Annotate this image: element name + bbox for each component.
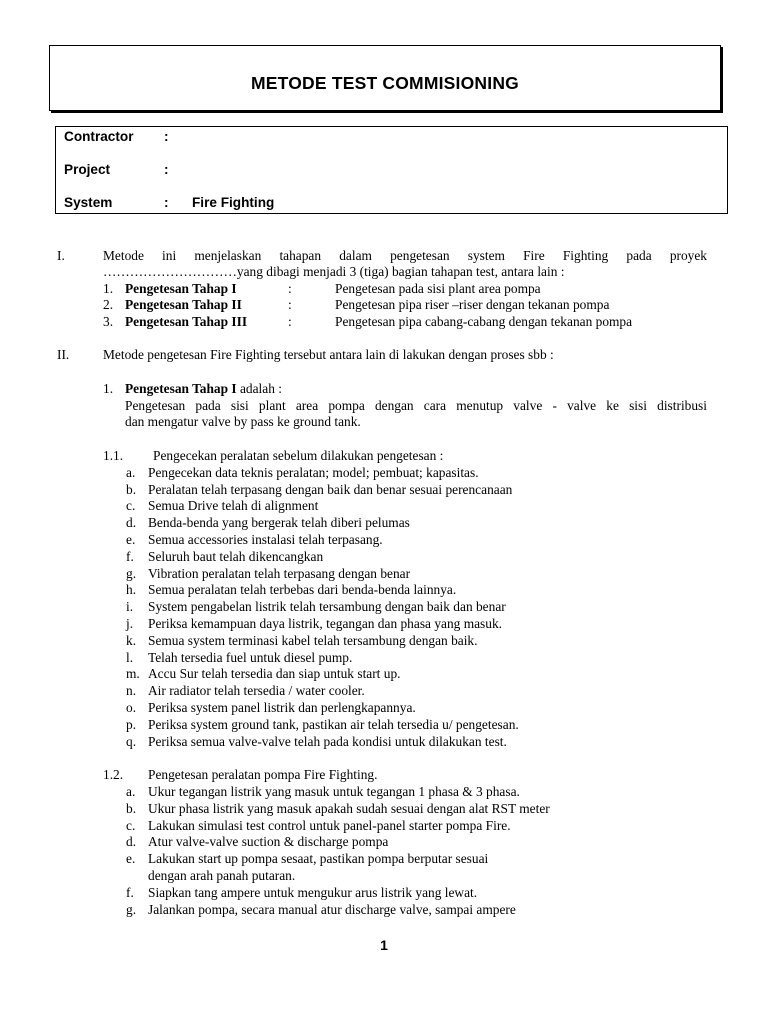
list-item-letter: b.	[126, 801, 137, 816]
list-item-letter: e.	[126, 851, 136, 866]
list-item-letter: a.	[126, 784, 136, 799]
section-2-intro: Metode pengetesan Fire Fighting tersebut antara lain di lakukan dengan proses sbb :	[103, 347, 554, 362]
list-item: Siapkan tang ampere untuk mengukur arus listrik yang lewat.	[148, 885, 478, 900]
list-item: Lakukan start up pompa sesaat, pastikan pompa berputar sesuai	[148, 851, 489, 866]
stage-2-name: Pengetesan Tahap II	[125, 297, 242, 312]
section-1-number: I.	[57, 248, 65, 263]
stage-3-number: 3.	[103, 314, 114, 329]
list-item: Seluruh baut telah dikencangkan	[148, 549, 324, 564]
section-2-stage-1-number: 1.	[103, 381, 114, 396]
stage-1-number: 1.	[103, 281, 114, 296]
list-item: Telah tersedia fuel untuk diesel pump.	[148, 650, 353, 665]
list-item: Periksa system ground tank, pastikan air telah tersedia u/ pengetesan.	[148, 717, 519, 732]
title-box	[49, 45, 721, 111]
stage-2-description: Pengetesan pipa riser –riser dengan tekanan pompa	[335, 297, 610, 312]
contractor-label: Contractor	[64, 129, 134, 144]
list-item-letter: j.	[126, 616, 134, 631]
list-item: Periksa system panel listrik dan perlengkapannya.	[148, 700, 416, 715]
project-label: Project	[64, 162, 111, 177]
list-item-letter: f.	[126, 549, 134, 564]
list-item: Semua Drive telah di alignment	[148, 498, 319, 513]
list-item: Peralatan telah terpasang dengan baik dan benar sesuai perencanaan	[148, 482, 513, 497]
list-item-letter: g.	[126, 902, 137, 917]
list-item: Ukur tegangan listrik yang masuk untuk tegangan 1 phasa & 3 phasa.	[148, 784, 520, 799]
section-2-stage-1-line-1: Pengetesan pada sisi plant area pompa dengan cara menutup valve - valve ke sisi distribusi	[125, 398, 707, 413]
section-1-line-2: …………………………yang dibagi menjadi 3 (tiga) bagian tahapan test, antara lain :	[103, 264, 565, 279]
list-item-letter: b.	[126, 482, 137, 497]
list-item-letter: k.	[126, 633, 137, 648]
list-item-letter: q.	[126, 734, 137, 749]
list-item: Pengecekan data teknis peralatan; model; pembuat; kapasitas.	[148, 465, 479, 480]
stage-3-description: Pengetesan pipa cabang-cabang dengan tekanan pompa	[335, 314, 633, 329]
project-info-box	[55, 126, 728, 214]
stage-2-number: 2.	[103, 297, 114, 312]
list-item-letter: a.	[126, 465, 136, 480]
system-label: System	[64, 195, 113, 210]
list-item: Benda-benda yang bergerak telah diberi pelumas	[148, 515, 410, 530]
system-value: Fire Fighting	[192, 195, 275, 210]
list-item-letter: m.	[126, 666, 140, 681]
list-item-letter: n.	[126, 683, 137, 698]
list-item: Air radiator telah tersedia / water cooler.	[148, 683, 365, 698]
section-2-stage-1-line-2: dan mengatur valve by pass ke ground tank.	[125, 414, 361, 429]
list-item: Accu Sur telah tersedia dan siap untuk start up.	[148, 666, 401, 681]
list-item-letter: c.	[126, 818, 136, 833]
list-item-letter: d.	[126, 834, 137, 849]
subsection-1-1-title: Pengecekan peralatan sebelum dilakukan pengetesan :	[153, 448, 444, 463]
list-item: Vibration peralatan telah terpasang dengan benar	[148, 566, 411, 581]
list-item: Semua system terminasi kabel telah tersambung dengan baik.	[148, 633, 478, 648]
list-item-letter: f.	[126, 885, 134, 900]
stage-1-colon: :	[288, 281, 292, 296]
document-title: METODE TEST COMMISIONING	[251, 73, 519, 93]
contractor-colon: :	[164, 129, 169, 144]
stage-1-description: Pengetesan pada sisi plant area pompa	[335, 281, 541, 296]
list-item-letter: c.	[126, 498, 136, 513]
list-item: Jalankan pompa, secara manual atur discharge valve, sampai ampere	[148, 902, 516, 917]
subsection-1-1-number: 1.1.	[103, 448, 124, 463]
stage-3-name: Pengetesan Tahap III	[125, 314, 248, 329]
stage-2-colon: :	[288, 297, 292, 312]
stage-1-name: Pengetesan Tahap I	[125, 281, 237, 296]
section-2-stage-1-title: Pengetesan Tahap I adalah :	[125, 381, 282, 396]
subsection-1-2-title: Pengetesan peralatan pompa Fire Fighting.	[148, 767, 378, 782]
list-item-letter: d.	[126, 515, 137, 530]
list-item: Semua peralatan telah terbebas dari benda-benda lainnya.	[148, 582, 457, 597]
page-number: 1	[380, 937, 388, 953]
list-item-letter: g.	[126, 566, 137, 581]
list-item-letter: i.	[126, 599, 134, 614]
list-item: Periksa semua valve-valve telah pada kondisi untuk dilakukan test.	[148, 734, 507, 749]
section-1-line-1: Metode ini menjelaskan tahapan dalam pengetesan system Fire Fighting pada proyek	[103, 248, 707, 263]
list-item-letter: e.	[126, 532, 136, 547]
list-item: System pengabelan listrik telah tersambung dengan baik dan benar	[148, 599, 506, 614]
list-item-letter: l.	[126, 650, 134, 665]
system-colon: :	[164, 195, 169, 210]
project-colon: :	[164, 162, 169, 177]
list-item: Ukur phasa listrik yang masuk apakah sudah sesuai dengan alat RST meter	[148, 801, 550, 816]
subsection-1-2-number: 1.2.	[103, 767, 124, 782]
list-item-letter: p.	[126, 717, 137, 732]
section-2-number: II.	[57, 347, 70, 362]
list-item-letter: o.	[126, 700, 137, 715]
stage-3-colon: :	[288, 314, 292, 329]
list-item: Lakukan simulasi test control untuk panel-panel starter pompa Fire.	[148, 818, 511, 833]
list-item-letter: h.	[126, 582, 137, 597]
list-item-continuation: dengan arah panah putaran.	[148, 868, 296, 883]
list-item: Semua accessories instalasi telah terpasang.	[148, 532, 383, 547]
list-item: Periksa kemampuan daya listrik, tegangan dan phasa yang masuk.	[148, 616, 503, 631]
list-item: Atur valve-valve suction & discharge pompa	[148, 834, 389, 849]
